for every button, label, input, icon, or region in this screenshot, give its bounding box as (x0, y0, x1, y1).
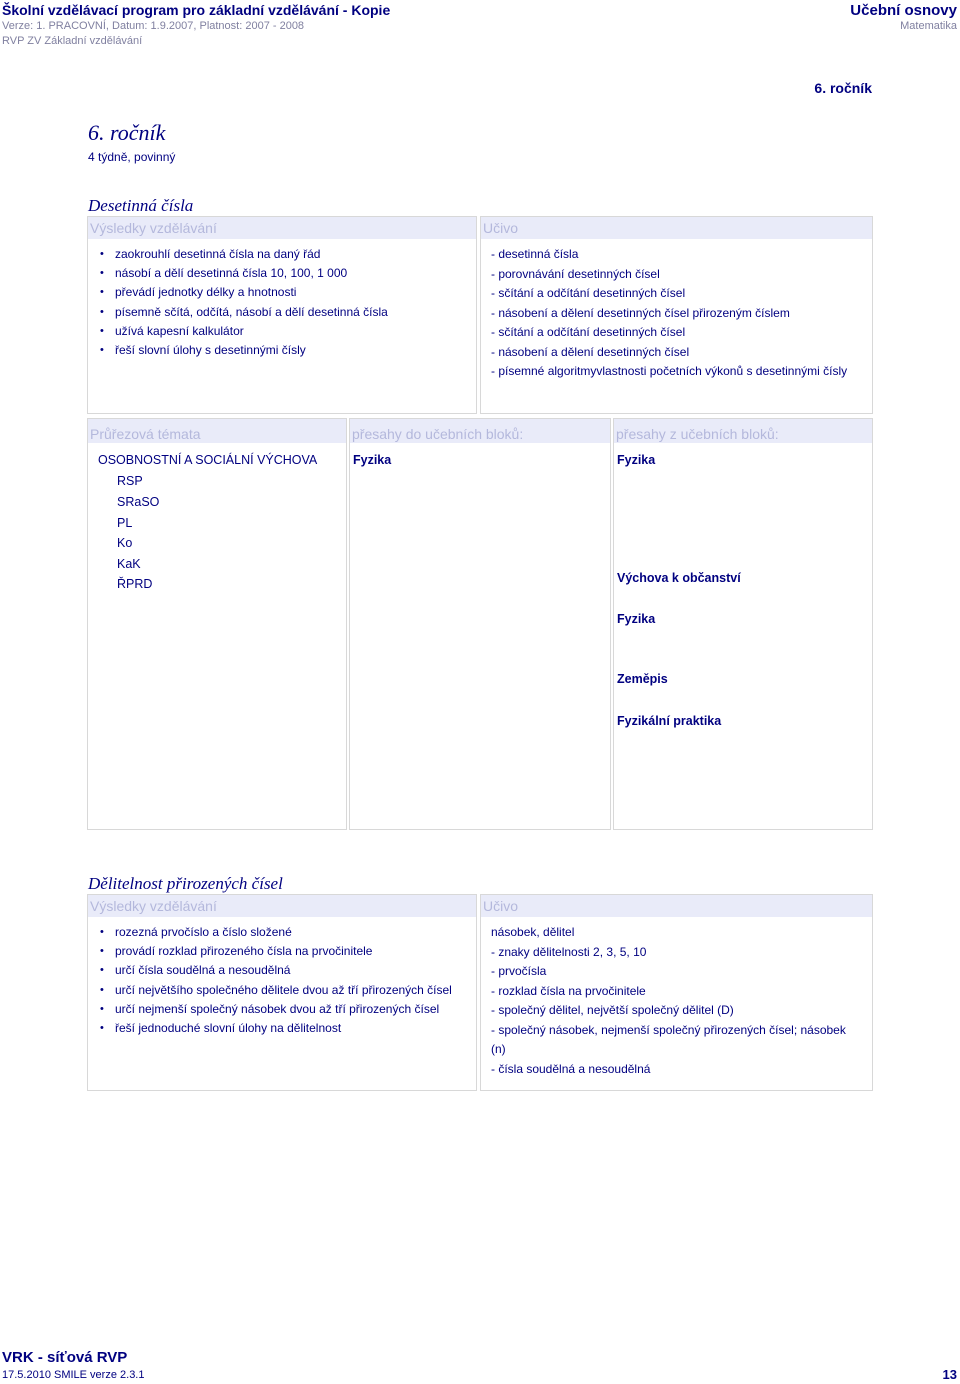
header-right-subject: Matematika (900, 20, 957, 32)
outcomes-box-decimals (87, 216, 477, 414)
crosscutting-header: Průřezová témata (88, 419, 346, 443)
outcomes-header: Výsledky vzdělávání (88, 895, 476, 917)
overlap-from-item: Fyzikální praktika (617, 714, 722, 728)
list-item: - znaky dělitelnosti 2, 3, 5, 10 (491, 944, 647, 959)
theme-item: PL (117, 516, 133, 530)
list-item: - společný dělitel, největší společný dělitel (D) (491, 1003, 734, 1017)
outcomes-list (88, 245, 476, 360)
header-right-title: Učební osnovy (850, 2, 957, 19)
section-title-divisibility: Dělitelnost přirozených čísel (88, 874, 283, 893)
list-item: - prvočísla (491, 964, 547, 978)
list-item: - sčítání a odčítání desetinných čísel (491, 325, 686, 339)
grade-title: 6. ročník (88, 120, 166, 145)
curriculum-box-divisibility (480, 894, 873, 1091)
list-item: násobek, dělitel (491, 925, 575, 939)
list-item: • určí největšího společného dělitele dvou až tří přirozených čísel (100, 981, 476, 1000)
overlap-from-header: přesahy z učebních bloků: (614, 419, 872, 443)
list-item: • násobí a dělí desetinná čísla 10, 100, 1 000 (100, 264, 476, 283)
list-item: - desetinná čísla (491, 247, 579, 261)
list-item: - násobení a dělení desetinných čísel přirozeným číslem (491, 305, 790, 320)
grade-right-label: 6. ročník (814, 80, 872, 96)
list-item: - násobení a dělení desetinných čísel (491, 344, 690, 359)
outcomes-header: Výsledky vzdělávání (88, 217, 476, 239)
theme-name: OSOBNOSTNÍ A SOCIÁLNÍ VÝCHOVA (98, 453, 318, 467)
outcomes-box-divisibility (87, 894, 477, 1091)
theme-item: KaK (117, 557, 141, 571)
list-item: - společný násobek, nejmenší společný přirozených čísel; násobek (491, 1022, 846, 1037)
overlap-from-item: Výchova k občanství (617, 571, 741, 585)
list-item: • provádí rozklad přirozeného čísla na prvočinitele (100, 942, 476, 961)
list-item: • rozezná prvočíslo a číslo složené (100, 923, 476, 942)
list-item: - sčítání a odčítání desetinných čísel (491, 286, 686, 300)
page-number: 13 (942, 1367, 957, 1382)
list-item: - porovnávání desetinných čísel (491, 266, 660, 281)
curriculum-header: Učivo (481, 217, 872, 239)
overlap-from-item: Zeměpis (617, 672, 668, 686)
section-title-decimals: Desetinná čísla (88, 196, 194, 215)
curriculum-box-decimals (480, 216, 873, 414)
list-item: • určí nejmenší společný násobek dvou až tří přirozených čísel (100, 1000, 476, 1019)
list-item: • písemně sčítá, odčítá, násobí a dělí desetinná čísla (100, 303, 476, 322)
list-item: • převádí jednotky délky a hnotnosti (100, 283, 476, 302)
list-item: - čísla soudělná a nesoudělná (491, 1061, 651, 1076)
outcomes-list (88, 923, 476, 1038)
list-item: • užívá kapesní kalkulátor (100, 322, 476, 341)
theme-item: ŘPRD (117, 577, 153, 591)
overlap-to-item: Fyzika (353, 453, 392, 467)
list-item: • zaokrouhlí desetinná čísla na daný řád (100, 245, 476, 264)
theme-item: Ko (117, 536, 133, 550)
list-item: • řeší slovní úlohy s desetinnými čísly (100, 341, 476, 360)
list-item: - rozklad čísla na prvočinitele (491, 983, 646, 998)
list-item: • určí čísla soudělná a nesoudělná (100, 961, 476, 980)
curriculum-header: Učivo (481, 895, 872, 917)
list-item: • řeší jednoduché slovní úlohy na dělitelnost (100, 1019, 476, 1038)
overlap-to-box (349, 418, 611, 830)
overlap-from-item: Fyzika (617, 612, 656, 626)
footer-title: VRK - síťová RVP (2, 1349, 128, 1366)
grade-subtitle: 4 týdně, povinný (88, 150, 176, 164)
rvp-line: RVP ZV Základní vzdělávání (2, 35, 143, 47)
document-title: Školní vzdělávací program pro základní vzdělávání - Kopie (2, 2, 391, 18)
list-item: - písemné algoritmyvlastnosti početních výkonů s desetinnými čísly (491, 364, 848, 378)
overlap-from-item: Fyzika (617, 453, 656, 467)
theme-item: RSP (117, 474, 143, 488)
version-line: Verze: 1. PRACOVNÍ, Datum: 1.9.2007, Platnost: 2007 - 2008 (2, 20, 305, 32)
list-item: (n) (491, 1042, 506, 1056)
overlap-to-header: přesahy do učebních bloků: (350, 419, 610, 443)
footer-version: 17.5.2010 SMILE verze 2.3.1 (2, 1369, 145, 1381)
theme-item: SRaSO (117, 495, 160, 509)
